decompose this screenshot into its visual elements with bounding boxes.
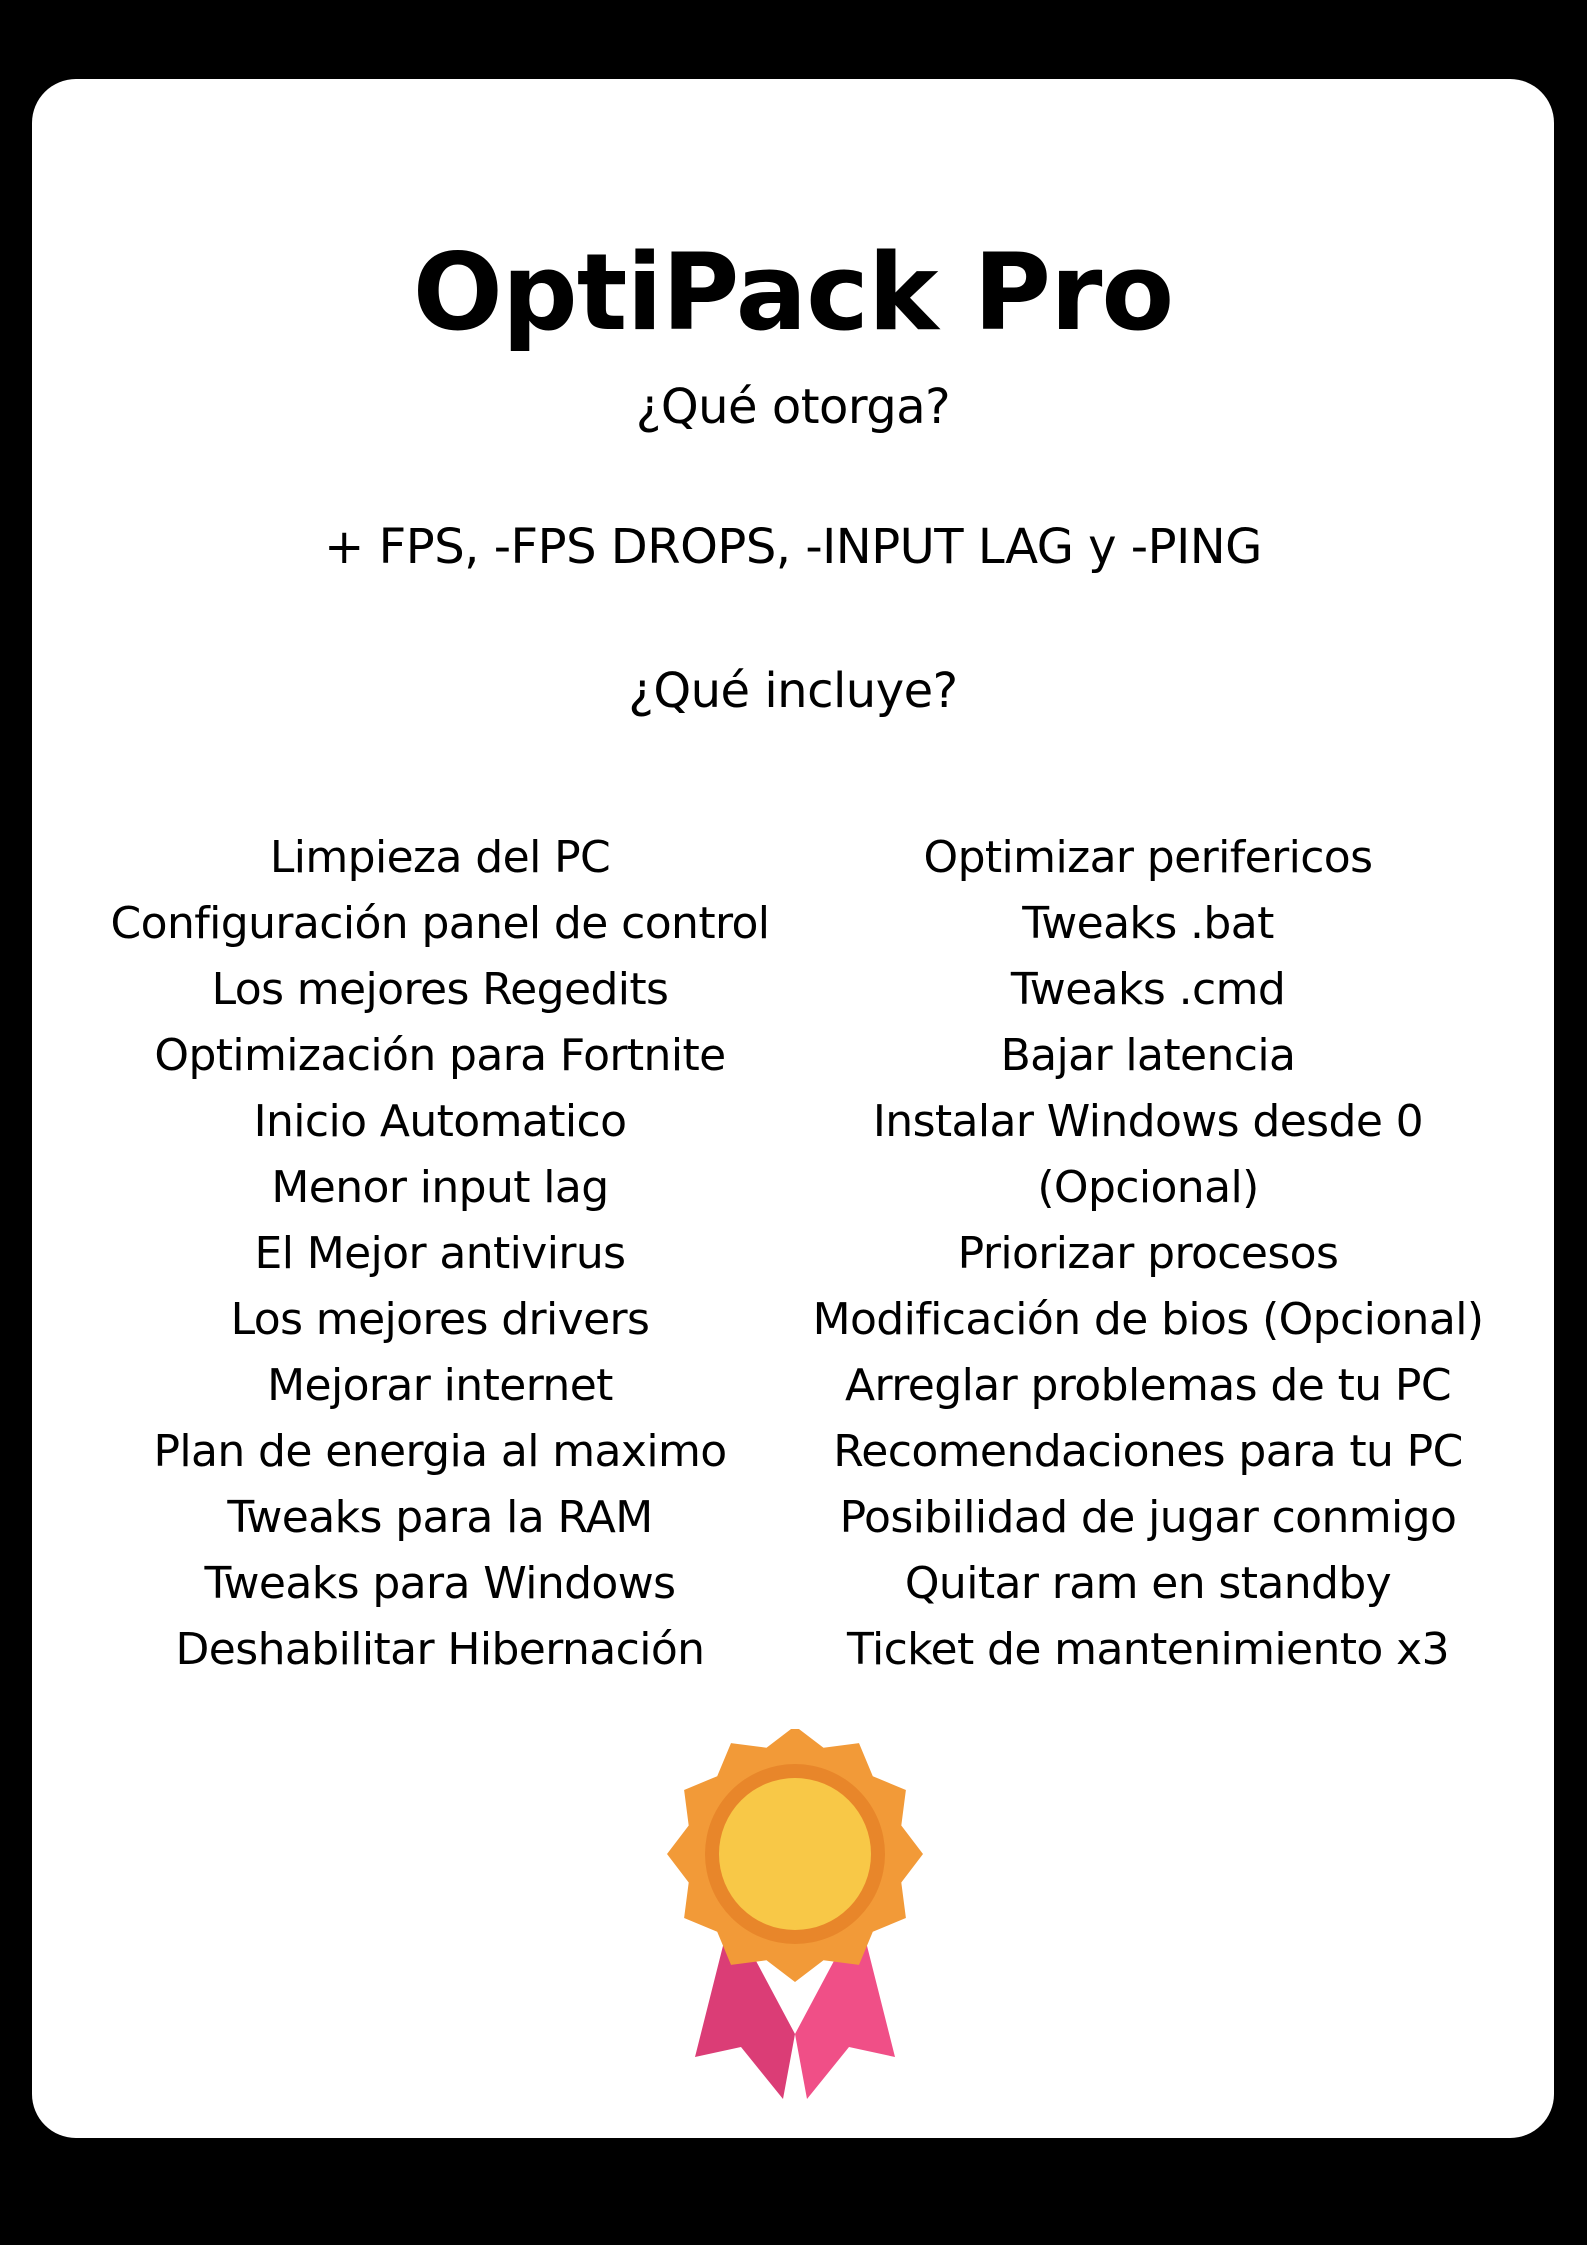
page-title: OptiPack Pro	[412, 231, 1174, 354]
list-item: Arreglar problemas de tu PC	[845, 1360, 1451, 1411]
list-item: Priorizar procesos	[957, 1228, 1339, 1279]
list-item: Limpieza del PC	[269, 832, 611, 883]
award-ribbon-icon	[663, 1729, 927, 2099]
list-item: Ticket de mantenimiento x3	[847, 1624, 1449, 1675]
list-item: El Mejor antivirus	[254, 1228, 626, 1279]
features-list-left	[90, 825, 790, 1683]
list-item: Inicio Automatico	[253, 1096, 627, 1147]
list-item: Los mejores drivers	[230, 1294, 650, 1345]
list-item: Los mejores Regedits	[211, 964, 669, 1015]
list-item: Quitar ram en standby	[904, 1558, 1392, 1609]
list-item: Plan de energia al maximo	[153, 1426, 727, 1477]
info-card	[32, 79, 1554, 2138]
list-item: (Opcional)	[1037, 1162, 1259, 1213]
list-item: Configuración panel de control	[110, 898, 770, 949]
list-item: Tweaks para la RAM	[227, 1492, 653, 1543]
list-item: Mejorar internet	[267, 1360, 613, 1411]
list-item: Tweaks .cmd	[1010, 964, 1286, 1015]
list-item: Menor input lag	[271, 1162, 609, 1213]
list-item: Optimización para Fortnite	[154, 1030, 726, 1081]
list-item: Instalar Windows desde 0	[872, 1096, 1424, 1147]
list-item: Tweaks para Windows	[204, 1558, 676, 1609]
list-item: Modificación de bios (Opcional)	[812, 1294, 1484, 1345]
list-item: Optimizar perifericos	[923, 832, 1373, 883]
grants-question: ¿Qué otorga?	[635, 379, 951, 435]
features-list-right	[798, 825, 1498, 1683]
list-item: Posibilidad de jugar conmigo	[839, 1492, 1457, 1543]
benefits-text: + FPS, -FPS DROPS, -INPUT LAG y -PING	[324, 519, 1262, 575]
list-item: Bajar latencia	[1000, 1030, 1296, 1081]
list-item: Tweaks .bat	[1022, 898, 1274, 949]
list-item: Recomendaciones para tu PC	[833, 1426, 1463, 1477]
includes-question: ¿Qué incluye?	[628, 663, 958, 719]
list-item: Deshabilitar Hibernación	[175, 1624, 705, 1675]
